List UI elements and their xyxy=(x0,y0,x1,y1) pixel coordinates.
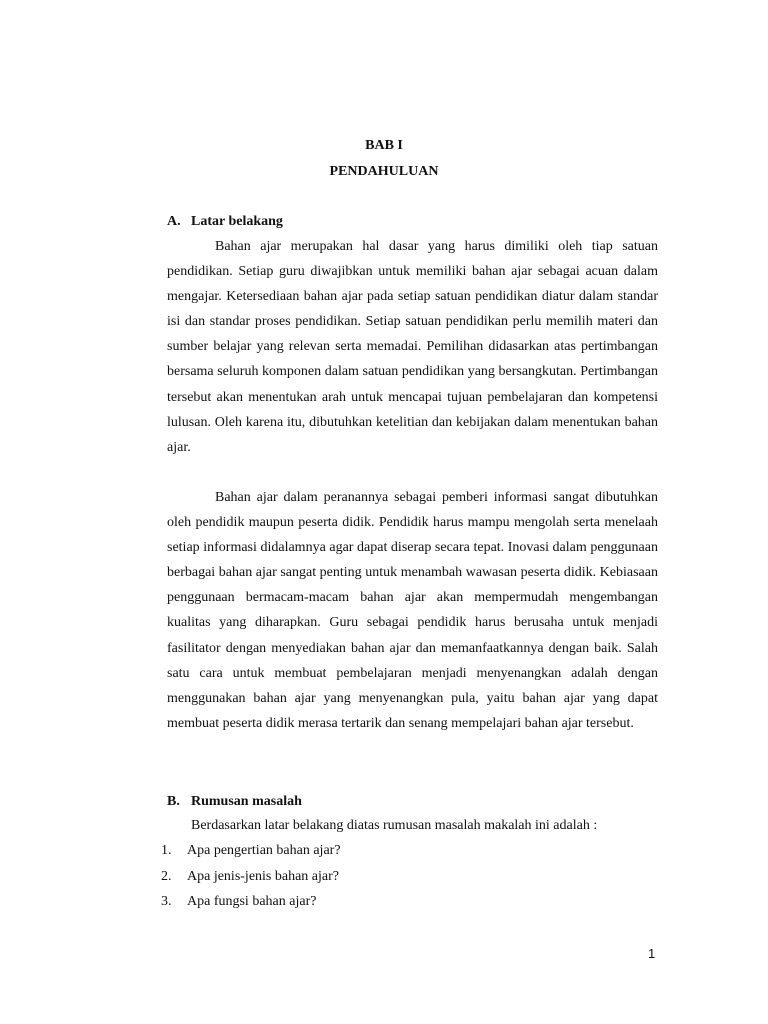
question-list xyxy=(161,842,341,919)
chapter-title: PENDAHULUAN xyxy=(329,164,439,179)
list-item xyxy=(161,893,341,919)
paragraph-1: Bahan ajar merupakan hal dasar yang harus dimiliki oleh tiap satuan pendidikan. Setiap guru diwajibkan untuk memiliki bahan ajar sebagai acuan dalam mengajar. Ketersediaan bahan ajar pada setiap satuan pendidikan diatur dalam standar isi dan standar proses pendidikan. Setiap satuan pendidikan perlu memilih materi dan sumber belajar yang relevan serta memadai. Pemilihan didasarkan atas pertimbangan bersama seluruh komponen dalam satuan pendidikan yang bersangkutan. Pertimbangan tersebut akan menentukan arah untuk mencapai tujuan pembelajaran dan kompetensi lulusan. Oleh karena itu, dibutuhkan ketelitian dan kebijakan dalam menentukan bahan ajar. xyxy=(167,239,658,455)
section-b-letter: B. xyxy=(167,794,180,809)
paragraph-2: Bahan ajar dalam peranannya sebagai pemberi informasi sangat dibutuhkan oleh pendidik maupun peserta didik. Pendidik harus mampu mengolah serta menelaah setiap informasi didalamnya agar dapat diserap secara tepat. Inovasi dalam penggunaan berbagai bahan ajar sangat penting untuk menambah wawasan peserta didik. Kebiasaan penggunaan bermacam-macam bahan ajar akan mempermudah mengembangan kualitas yang diharapkan. Guru sebagai pendidik harus berusaha untuk menjadi fasilitator dengan menyediakan bahan ajar dan memanfaatkannya dengan baik. Salah satu cara untuk membuat pembelajaran menjadi menyenangkan adalah dengan menggunakan bahan ajar yang menyenangkan pula, yaitu bahan ajar yang dapat membuat peserta didik merasa tertarik dan senang mempelajari bahan ajar tersebut. xyxy=(167,490,658,731)
list-text: Apa pengertian bahan ajar? xyxy=(187,843,341,858)
list-item xyxy=(161,868,341,894)
list-number: 1. xyxy=(161,843,172,858)
page-number: 1 xyxy=(648,946,656,961)
list-item xyxy=(161,842,341,868)
section-a-title: Latar belakang xyxy=(191,214,283,229)
list-number: 3. xyxy=(161,894,172,909)
section-b-title: Rumusan masalah xyxy=(191,794,302,809)
problem-intro: Berdasarkan latar belakang diatas rumusan masalah makalah ini adalah : xyxy=(191,818,598,833)
section-a-letter: A. xyxy=(167,214,181,229)
list-text: Apa jenis-jenis bahan ajar? xyxy=(187,868,339,884)
section-b-heading xyxy=(167,794,302,810)
section-a-heading xyxy=(167,214,283,230)
chapter-number: BAB I xyxy=(365,138,403,153)
list-number: 2. xyxy=(161,868,172,884)
list-text: Apa fungsi bahan ajar? xyxy=(187,894,317,909)
